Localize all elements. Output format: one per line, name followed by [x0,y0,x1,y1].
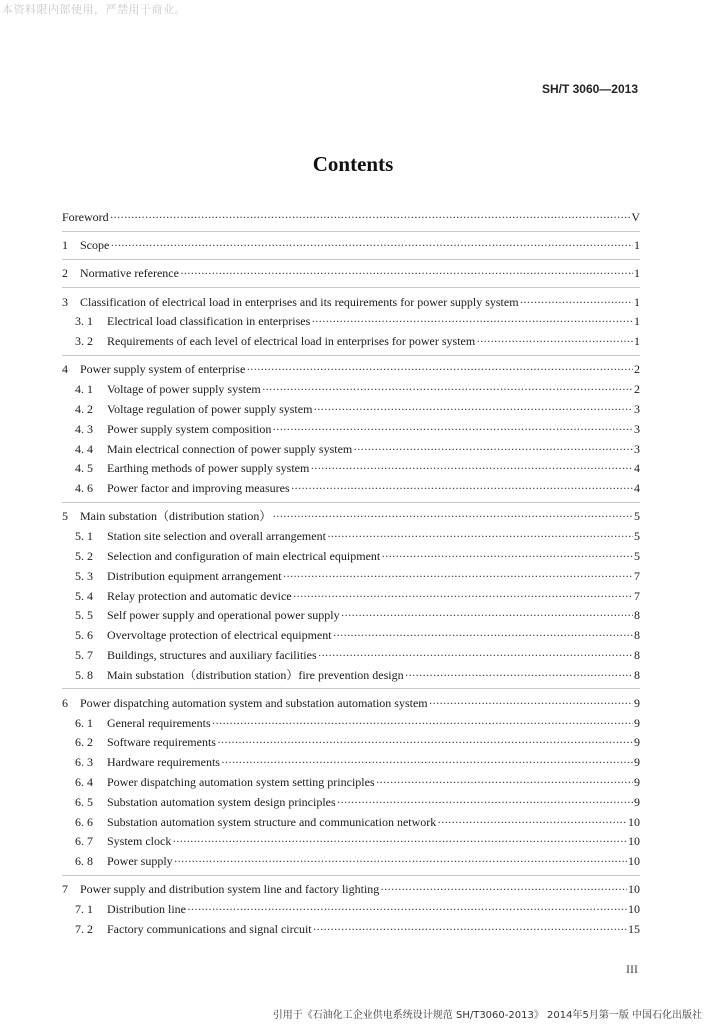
toc-dot-leader [110,236,633,256]
toc-entry-number: 7. 2 [75,922,93,937]
toc-entry-title: Normative reference [80,266,179,281]
toc-dot-leader [381,547,633,567]
toc-entry-number: 5. 3 [75,568,93,583]
section-divider [62,355,640,356]
toc-entry-page: 7 [634,588,640,603]
toc-entry[interactable] [62,420,640,440]
toc-dot-leader [187,900,627,920]
toc-dot-leader [246,360,633,380]
toc-entry-title: Substation automation system structure and communication network [107,814,437,829]
toc-entry-title: Power dispatching automation system setting principles [107,775,375,790]
toc-entry-number: 5. 4 [75,588,93,603]
toc-entry-page: 3 [634,421,640,436]
toc-dot-leader [333,626,633,646]
toc-entry-title: Overvoltage protection of electrical equipment [107,628,332,643]
toc-entry[interactable] [62,360,640,380]
toc-entry-page: 10 [628,814,640,829]
toc-entry-page: 5 [634,509,640,524]
toc-entry[interactable] [62,527,640,547]
toc-entry-number: 3 [62,294,68,309]
toc-entry-page: 9 [634,735,640,750]
toc-entry-page: 4 [634,461,640,476]
toc-dot-leader [172,832,627,852]
toc-entry-page: 8 [634,628,640,643]
toc-entry-number: 4 [62,362,68,377]
toc-dot-leader [283,567,633,587]
toc-entry-title: Voltage of power supply system [107,382,261,397]
toc-entry-number: 5. 1 [75,529,93,544]
toc-entry-title: Power factor and improving measures [107,481,290,496]
toc-entry[interactable] [62,880,640,900]
toc-entry-title: Classification of electrical load in enterprises and its requirements for power supply system [80,294,519,309]
toc-dot-leader [327,527,633,547]
toc-entry-number: 3. 1 [75,314,93,329]
toc-entry-page: 10 [628,902,640,917]
toc-entry-number: 2 [62,266,68,281]
toc-entry-number: 4. 2 [75,401,93,416]
toc-entry[interactable] [62,606,640,626]
toc-entry-number: 6. 7 [75,834,93,849]
section-divider [62,875,640,876]
toc-entry[interactable] [62,793,640,813]
toc-entry-page: 9 [634,755,640,770]
toc-entry-number: 6. 5 [75,794,93,809]
toc-entry[interactable] [62,293,640,313]
toc-dot-leader [221,753,633,773]
toc-entry[interactable] [62,694,640,714]
toc-entry-page: 1 [634,238,640,253]
toc-entry-number: 7 [62,882,68,897]
toc-dot-leader [476,332,633,352]
toc-dot-leader [180,264,633,284]
toc-entry-number: 4. 5 [75,461,93,476]
toc-dot-leader [272,507,633,527]
toc-entry-page: 2 [634,382,640,397]
toc-entry-page: V [631,210,640,224]
toc-entry-title: Foreword [62,210,109,224]
toc-entry[interactable] [62,832,640,852]
toc-entry-title: General requirements [107,715,211,730]
toc-entry-page: 10 [628,882,640,897]
toc-entry-number: 7. 1 [75,902,93,917]
toc-entry-number: 1 [62,238,68,253]
toc-entry-title: Power supply system composition [107,421,272,436]
toc-entry-title: Selection and configuration of main electrical equipment [107,548,381,563]
toc-dot-leader [353,440,633,460]
toc-entry-title: Main substation（distribution station） [80,509,272,524]
toc-dot-leader [110,208,631,228]
toc-dot-leader [313,400,633,420]
toc-entry-title: Requirements of each level of electrical load in enterprises for power system [107,334,476,349]
toc-entry-page: 1 [634,314,640,329]
toc-entry-title: Power supply and distribution system line and factory lighting [80,882,380,897]
toc-entry[interactable] [62,813,640,833]
toc-dot-leader [272,420,633,440]
toc-entry-page: 2 [634,362,640,377]
toc-entry[interactable] [62,753,640,773]
toc-entry[interactable] [62,852,640,872]
toc-entry-page: 1 [634,334,640,349]
section-divider [62,231,640,232]
toc-entry-number: 6 [62,695,68,710]
toc-entry[interactable] [62,626,640,646]
page-number: III [626,962,638,976]
toc-entry[interactable] [62,236,640,256]
toc-entry-title: Station site selection and overall arrangement [107,529,326,544]
toc-entry-page: 3 [634,401,640,416]
toc-entry[interactable] [62,547,640,567]
toc-entry-number: 4. 4 [75,441,93,456]
toc-entry-title: Voltage regulation of power supply system [107,401,313,416]
toc-dot-leader [262,380,633,400]
toc-entry[interactable] [62,380,640,400]
toc-entry-number: 5. 5 [75,608,93,623]
toc-entry-title: Distribution line [107,902,186,917]
toc-entry-number: 6. 3 [75,755,93,770]
toc-entry-title: Electrical load classification in enterprises [107,314,311,329]
section-divider [62,688,640,689]
toc-entry-title: System clock [107,834,172,849]
toc-dot-leader [318,646,633,666]
toc-entry-title: Power dispatching automation system and substation automation system [80,695,428,710]
toc-entry-title: Main substation（distribution station）fire prevention design [107,667,404,682]
toc-dot-leader [376,773,633,793]
toc-entry-page: 5 [634,548,640,563]
toc-entry[interactable] [62,666,640,686]
toc-entry-page: 9 [634,695,640,710]
toc-dot-leader [380,880,627,900]
toc-entry-number: 6. 4 [75,775,93,790]
toc-entry[interactable] [62,507,640,527]
toc-entry-page: 1 [634,266,640,281]
section-divider [62,502,640,503]
toc-entry-title: Relay protection and automatic device [107,588,292,603]
toc-entry-page: 10 [628,834,640,849]
toc-entry-page: 10 [628,854,640,869]
toc-dot-leader [437,813,627,833]
toc-entry-number: 6. 1 [75,715,93,730]
toc-dot-leader [313,920,627,940]
toc-entry-number: 5. 6 [75,628,93,643]
page-title: Contents [312,152,394,176]
toc-dot-leader [341,606,633,626]
toc-entry-number: 5. 7 [75,647,93,662]
toc-dot-leader [520,293,633,313]
toc-entry[interactable] [62,440,640,460]
toc-entry-number: 5 [62,509,68,524]
toc-entry[interactable] [62,733,640,753]
toc-dot-leader [310,459,633,479]
toc-entry-title: Buildings, structures and auxiliary facilities [107,647,317,662]
toc-entry[interactable] [62,332,640,352]
toc-dot-leader [291,479,633,499]
toc-entry-title: Earthing methods of power supply system [107,461,310,476]
toc-dot-leader [217,733,633,753]
standard-code: SH/T 3060—2013 [541,82,638,96]
toc-entry[interactable] [62,587,640,607]
toc-entry-page: 9 [634,794,640,809]
toc-entry[interactable] [62,714,640,734]
toc-entry-number: 6. 8 [75,854,93,869]
toc-entry-title: Software requirements [107,735,216,750]
toc-dot-leader [174,852,627,872]
toc-entry[interactable] [62,920,640,940]
toc-entry[interactable] [62,773,640,793]
toc-entry-number: 5. 8 [75,667,93,682]
toc-entry-page: 7 [634,568,640,583]
toc-entry[interactable] [62,900,640,920]
toc-entry-title: Main electrical connection of power supply system [107,441,353,456]
citation-footer: 引用于《石油化工企业供电系统设计规范 SH/T3060-2013》 2014年5月第一版 中国石化出版社 [272,1010,702,1021]
toc-dot-leader [429,694,633,714]
toc-entry-page: 8 [634,608,640,623]
toc-dot-leader [212,714,633,734]
toc-entry-page: 5 [634,529,640,544]
toc-entry-title: Scope [80,238,110,253]
toc-entry[interactable] [62,459,640,479]
toc-entry[interactable] [62,479,640,499]
toc-entry[interactable] [62,400,640,420]
table-of-contents [62,208,640,940]
toc-entry-number: 4. 3 [75,421,93,436]
toc-entry[interactable] [62,646,640,666]
section-divider [62,287,640,288]
toc-entry-number: 5. 2 [75,548,93,563]
toc-entry[interactable] [62,264,640,284]
toc-entry-page: 3 [634,441,640,456]
toc-entry-title: Factory communications and signal circuit [107,922,312,937]
toc-entry-title: Power supply system of enterprise [80,362,246,377]
toc-entry-title: Self power supply and operational power supply [107,608,340,623]
watermark-text: 本资料限内部使用，严禁用于商业。 [2,3,186,16]
toc-entry-title: Power supply [107,854,173,869]
toc-entry-page: 9 [634,775,640,790]
toc-entry[interactable] [62,312,640,332]
toc-dot-leader [337,793,633,813]
toc-dot-leader [293,587,633,607]
toc-entry-title: Hardware requirements [107,755,220,770]
toc-entry-page: 8 [634,647,640,662]
toc-entry-page: 9 [634,715,640,730]
toc-entry-number: 4. 6 [75,481,93,496]
toc-entry-number: 3. 2 [75,334,93,349]
toc-entry-page: 8 [634,667,640,682]
toc-dot-leader [405,666,633,686]
toc-entry[interactable] [62,208,640,228]
toc-entry-title: Substation automation system design principles [107,794,336,809]
toc-entry-page: 4 [634,481,640,496]
section-divider [62,259,640,260]
toc-dot-leader [311,312,633,332]
toc-entry[interactable] [62,567,640,587]
toc-entry-title: Distribution equipment arrangement [107,568,282,583]
toc-entry-page: 15 [628,922,640,937]
toc-entry-number: 6. 6 [75,814,93,829]
toc-entry-number: 4. 1 [75,382,93,397]
toc-entry-number: 6. 2 [75,735,93,750]
toc-entry-page: 1 [634,294,640,309]
